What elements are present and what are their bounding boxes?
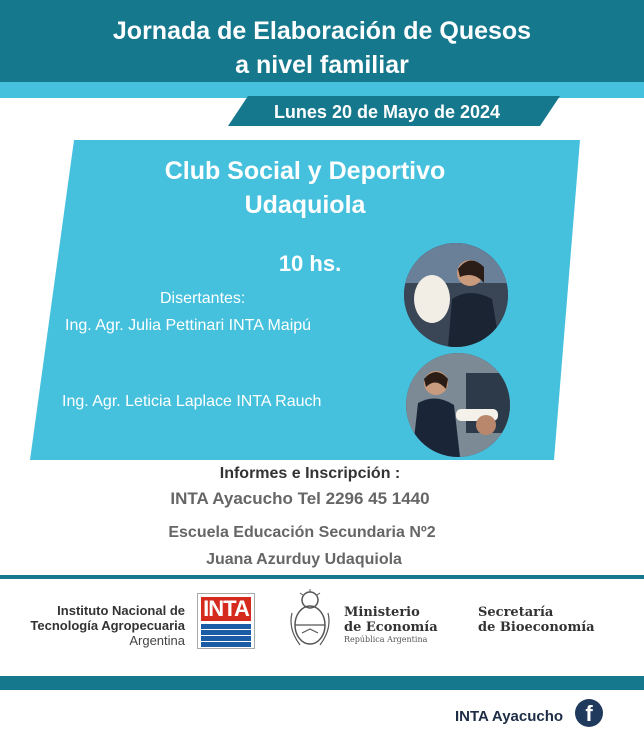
inta-name-line2: Tecnología Agropecuaria bbox=[30, 618, 185, 633]
ministry-line3: República Argentina bbox=[344, 635, 428, 644]
secretaria-line2: de Bioeconomía bbox=[478, 620, 595, 635]
secretaria-line1: Secretaría bbox=[478, 605, 554, 620]
event-time: 10 hs. bbox=[278, 251, 342, 276]
inta-name-line1: Instituto Nacional de bbox=[57, 603, 185, 618]
contact-phone: INTA Ayacucho Tel 2296 45 1440 bbox=[170, 489, 430, 508]
inta-logo-text: INTA bbox=[201, 597, 251, 621]
divider-top bbox=[0, 575, 644, 579]
school-line1: Escuela Educación Secundaria Nº2 bbox=[168, 524, 436, 541]
inta-logo bbox=[197, 593, 255, 649]
speaker-1-photo bbox=[404, 243, 508, 347]
venue-line2: Udaquiola bbox=[244, 191, 366, 219]
inta-name-line3: Argentina bbox=[129, 633, 185, 648]
secretaria-name bbox=[478, 605, 595, 635]
info-heading: Informes e Inscripción : bbox=[219, 465, 401, 482]
ministry-name bbox=[344, 605, 438, 645]
venue-line1: Club Social y Deportivo bbox=[164, 157, 446, 185]
national-coat-of-arms-icon bbox=[286, 589, 334, 651]
speaker-1: Ing. Agr. Julia Pettinari INTA Maipú bbox=[65, 317, 312, 334]
speaker-2: Ing. Agr. Leticia Laplace INTA Rauch bbox=[62, 393, 322, 410]
ministry-line1: Ministerio bbox=[344, 605, 420, 620]
school-line2: Juana Azurduy Udaquiola bbox=[206, 551, 402, 568]
facebook-icon[interactable]: f bbox=[575, 699, 603, 727]
inta-logo-stripes bbox=[201, 624, 251, 646]
event-title-line1: Jornada de Elaboración de Quesos bbox=[112, 17, 532, 45]
ministry-line2: de Economía bbox=[344, 620, 438, 635]
event-date: Lunes 20 de Mayo de 2024 bbox=[273, 102, 501, 122]
speaker-2-photo bbox=[406, 353, 510, 457]
venue-name bbox=[110, 154, 500, 222]
divider-bottom bbox=[0, 676, 644, 690]
event-title-line2: a nivel familiar bbox=[235, 51, 409, 79]
footer-account-name: INTA Ayacucho bbox=[455, 708, 564, 725]
title-banner bbox=[0, 0, 644, 82]
inta-institution-name bbox=[22, 603, 185, 648]
speakers-label: Disertantes: bbox=[160, 290, 246, 307]
